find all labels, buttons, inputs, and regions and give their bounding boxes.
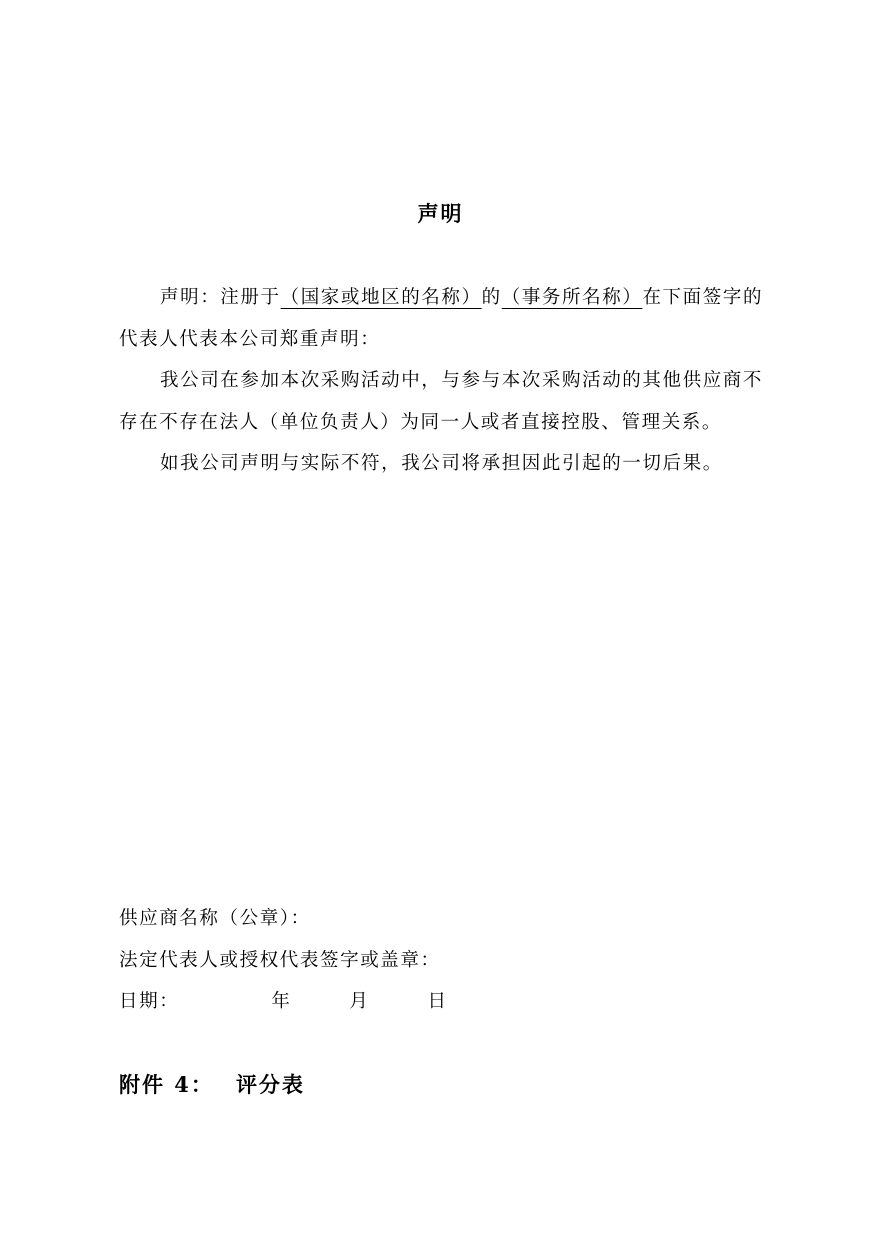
declaration-paragraph-1 [119,277,764,360]
para1-mid: 的 [481,287,502,308]
page-title: 声明 [417,201,464,226]
legal-rep-signature-label: 法定代表人或授权代表签字或盖章： [119,949,441,971]
para1-prefix: 声明：注册于 [160,287,281,308]
supplier-name-label: 供应商名称（公章）： [119,908,311,929]
declaration-paragraph-2: 我公司在参加本次采购活动中，与参与本次采购活动的其他供应商不存在不存在法人（单位负责人）为同一人或者直接控股、管理关系。 [119,370,764,433]
signature-block [119,898,764,1023]
country-name-placeholder: （国家或地区的名称） [280,287,482,308]
day-label: 日 [427,991,448,1012]
attachment-heading [119,1069,305,1099]
month-label: 月 [349,991,370,1012]
declaration-body [119,277,764,485]
declaration-paragraph-3: 如我公司声明与实际不符，我公司将承担因此引起的一切后果。 [160,453,723,474]
date-label: 日期： [119,991,180,1012]
para1-suffix: 在下面签字的代表人代表本公司郑重声明： [119,287,764,350]
date-line [119,981,764,1023]
year-label: 年 [271,991,292,1012]
attachment-number: 附件 4： [119,1072,214,1097]
attachment-title: 评分表 [235,1072,305,1097]
firm-name-placeholder: （事务所名称） [501,287,643,308]
